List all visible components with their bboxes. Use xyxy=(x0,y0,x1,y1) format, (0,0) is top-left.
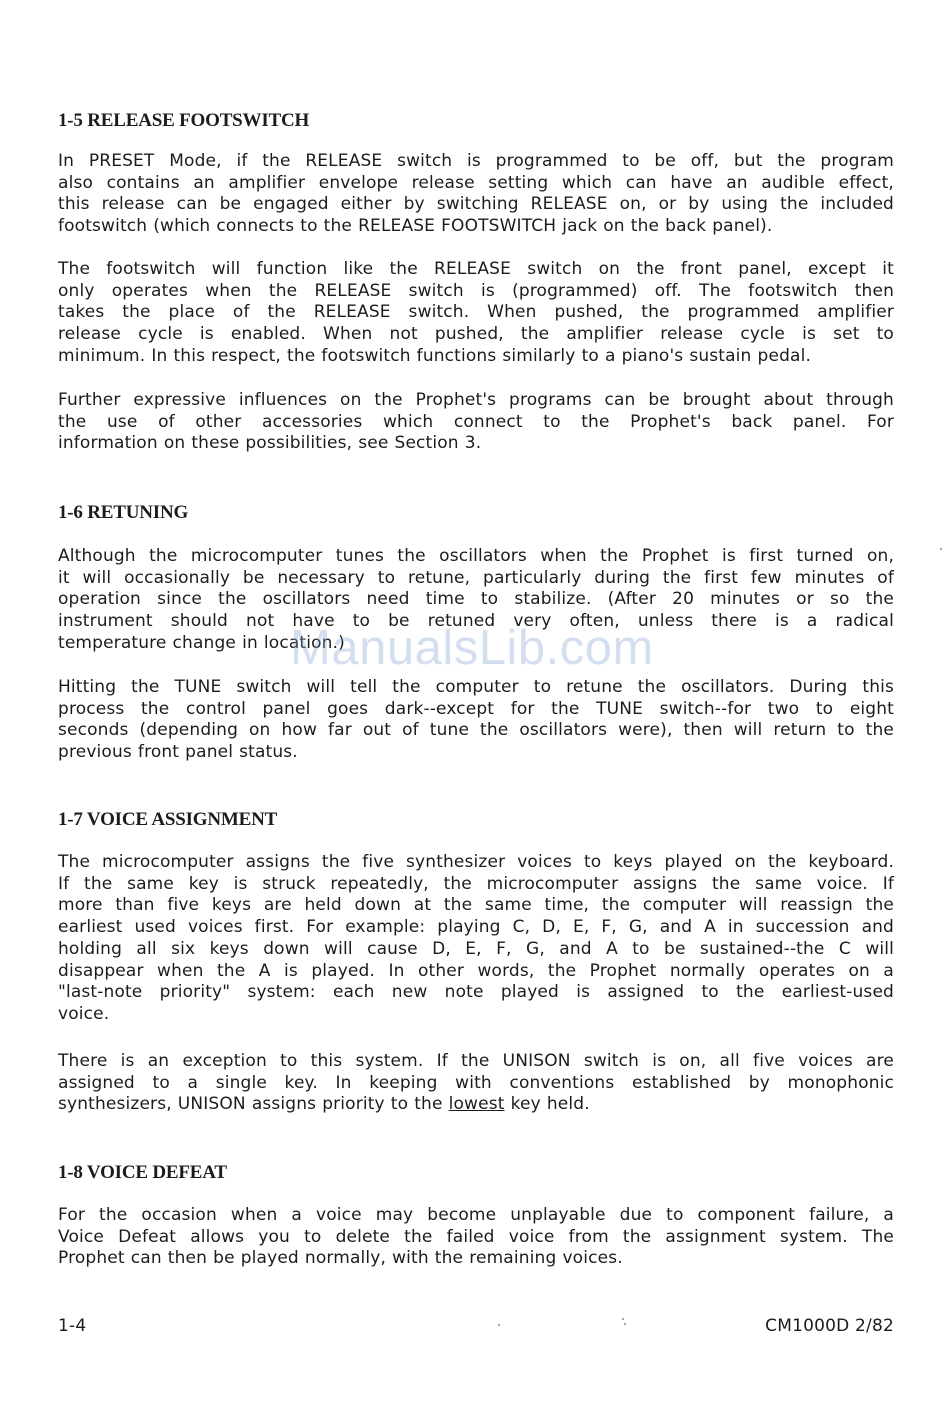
text-line: release cycle is enabled. When not pushed, the amplifier release cycle is set to xyxy=(58,324,894,345)
section-heading-release-footswitch: 1-5 RELEASE FOOTSWITCH xyxy=(58,110,310,131)
text-line: footswitch (which connects to the RELEASE FOOTSWITCH jack on the back panel). xyxy=(58,216,773,237)
text-line: process the control panel goes dark--except for the TUNE switch--for two to eight xyxy=(58,698,894,719)
scan-speck xyxy=(498,1324,500,1326)
text-line: Further expressive influences on the Prophet's programs can be brought about through xyxy=(58,390,894,410)
text-line: earliest used voices first. For example: playing C, D, E, F, G, and A in succession and xyxy=(58,917,894,938)
section-heading-retuning: 1-6 RETUNING xyxy=(58,502,189,523)
text-line: There is an exception to this system. If the UNISON switch is on, all five voices are xyxy=(58,1051,894,1071)
text-line: more than five keys are held down at the same time, the computer will reassign the xyxy=(58,895,894,916)
paragraph-voice-assignment xyxy=(58,852,894,1026)
text-line: If the same key is struck repeatedly, the microcomputer assigns the same voice. If xyxy=(58,873,894,894)
text-line: it will occasionally be necessary to retune, particularly during the first few minutes of xyxy=(58,567,894,588)
text-line: Prophet can then be played normally, with the remaining voices. xyxy=(58,1248,623,1269)
text-line: The footswitch will function like the RELEASE switch on the front panel, except it xyxy=(58,259,894,279)
text-line: operation since the oscillators need time to stabilize. (After 20 minutes or so the xyxy=(58,589,894,610)
text-line: instrument should not have to be retuned very often, unless there is a radical xyxy=(58,611,894,632)
text-line: For the occasion when a voice may become unplayable due to component failure, a xyxy=(58,1205,894,1225)
paragraph-voice-defeat xyxy=(58,1205,894,1270)
text-line: temperature change in location.) xyxy=(58,632,345,653)
text-line: Hitting the TUNE switch will tell the computer to retune the oscillators. During this xyxy=(58,677,894,697)
emphasis-lowest: lowest xyxy=(448,1094,505,1115)
text-line: information on these possibilities, see Section 3. xyxy=(58,433,482,454)
text-line: assigned to a single key. In keeping with conventions established by monophonic xyxy=(58,1072,894,1093)
text-line: the use of other accessories which connect to the Prophet's back panel. For xyxy=(58,411,894,432)
text-line: voice. xyxy=(58,1003,110,1024)
text-line: Although the microcomputer tunes the oscillators when the Prophet is first turned on, xyxy=(58,546,894,566)
text-line: disappear when the A is played. In other words, the Prophet normally operates on a xyxy=(58,960,894,981)
text-line: this release can be engaged either by switching RELEASE on, or by using the included xyxy=(58,194,894,215)
text-line: The microcomputer assigns the five synthesizer voices to keys played on the keyboard. xyxy=(58,852,894,872)
paragraph-unison-exception xyxy=(58,1051,894,1116)
text-line: only operates when the RELEASE switch is (programmed) off. The footswitch then xyxy=(58,280,894,301)
paragraph-retuning-intro xyxy=(58,546,894,655)
document-code: CM1000D 2/82 xyxy=(765,1316,894,1336)
text-line: synthesizers, UNISON assigns priority to the lowest key held. xyxy=(58,1094,590,1115)
scan-speck xyxy=(940,548,942,550)
text-line: "last-note priority" system: each new note played is assigned to the earliest-used xyxy=(58,982,894,1003)
scan-speck xyxy=(622,1318,624,1320)
paragraph-release-preset xyxy=(58,151,894,238)
paragraph-footswitch-function xyxy=(58,259,894,368)
page-number: 1-4 xyxy=(58,1316,87,1336)
text-line: takes the place of the RELEASE switch. When pushed, the programmed amplifier xyxy=(58,302,894,323)
text-line: holding all six keys down will cause D, E, F, G, and A to be sustained--the C will xyxy=(58,938,894,959)
text-line: previous front panel status. xyxy=(58,742,298,763)
paragraph-tune-switch xyxy=(58,677,894,764)
text-line: minimum. In this respect, the footswitch functions similarly to a piano's sustain pedal. xyxy=(58,345,812,366)
section-heading-voice-assignment: 1-7 VOICE ASSIGNMENT xyxy=(58,809,278,830)
text-line: also contains an amplifier envelope release setting which can have an audible effect, xyxy=(58,172,894,193)
text-line: seconds (depending on how far out of tune the oscillators were), then will return to the xyxy=(58,720,894,741)
scan-speck xyxy=(624,1323,626,1325)
text-line: In PRESET Mode, if the RELEASE switch is programmed to be off, but the program xyxy=(58,151,894,171)
manual-page xyxy=(58,0,894,1402)
section-heading-voice-defeat: 1-8 VOICE DEFEAT xyxy=(58,1162,227,1183)
text-line: Voice Defeat allows you to delete the failed voice from the assignment system. The xyxy=(58,1226,894,1247)
paragraph-expressive-influences xyxy=(58,390,894,455)
watermark: ManualsLib.com xyxy=(290,621,654,675)
